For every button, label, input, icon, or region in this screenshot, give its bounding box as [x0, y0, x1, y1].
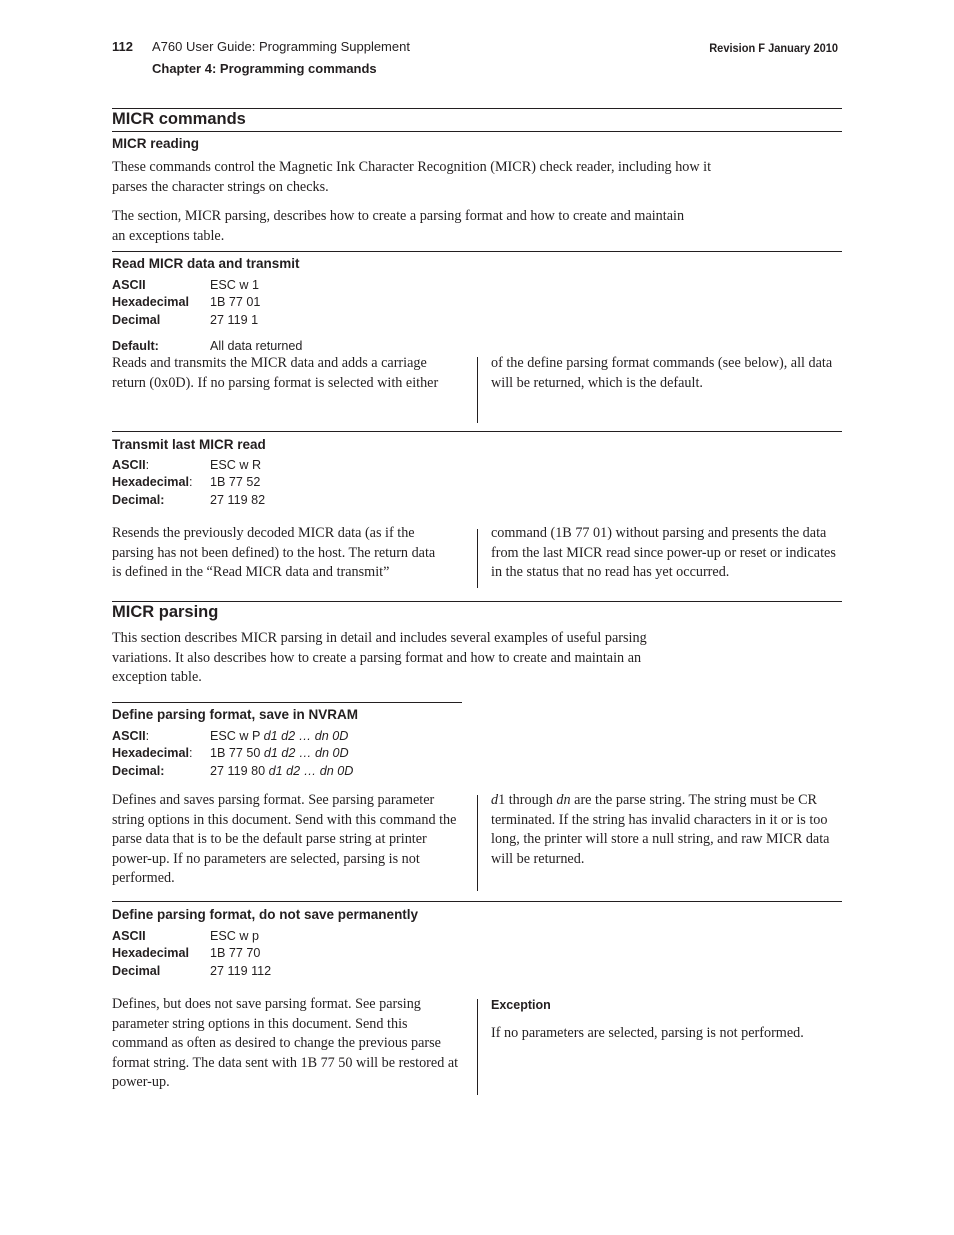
- hex-label: Hexadecimal: [112, 746, 190, 761]
- section-title-micr-commands: MICR commands: [112, 110, 246, 128]
- label-colon: :: [189, 746, 193, 761]
- ascii-label: ASCII: [112, 729, 146, 743]
- section-divider: [112, 702, 462, 703]
- hex-label: Hexadecimal: [112, 946, 190, 961]
- hex-label: Hexadecimal: [112, 295, 190, 310]
- section-divider: [112, 131, 842, 132]
- command-codes-transmit-last: [112, 457, 265, 509]
- exception-text: If no parameters are selected, parsing is not performed.: [491, 1025, 804, 1041]
- read-micr-description-right: of the define parsing format commands (see below), all data will be returned, which is the default.: [491, 355, 833, 391]
- hex-value: 1B 77 52: [210, 475, 261, 490]
- ascii-value: ESC w P: [210, 729, 264, 743]
- document-title: A760 User Guide: Programming Supplement: [152, 39, 410, 54]
- ascii-label: ASCII: [112, 458, 146, 472]
- command-title-transmit-last: Transmit last MICR read: [112, 437, 266, 452]
- label-colon: :: [189, 475, 193, 490]
- read-micr-description-left: Reads and transmits the MICR data and adds a carriage return (0x0D). If no parsing format is selected with either: [112, 355, 439, 391]
- micr-reading-paragraph: The section, MICR parsing, describes how to create a parsing format and how to create and maintain an exceptions table.: [112, 208, 685, 244]
- hex-value: 1B 77 01: [210, 295, 261, 310]
- decimal-value: 27 119 112: [210, 963, 272, 978]
- define-nvram-description-right: [491, 791, 841, 869]
- ascii-params: d1 d2 … dn 0D: [263, 729, 349, 743]
- decimal-value: 27 119 1: [210, 312, 259, 327]
- decimal-label: Decimal:: [112, 763, 165, 778]
- section-divider: [112, 108, 842, 109]
- param-d: d: [491, 792, 499, 808]
- default-label: Default:: [112, 339, 159, 354]
- command-title-read-micr: Read MICR data and transmit: [112, 256, 300, 271]
- define-nvram-description-left: Defines and saves parsing format. See parsing parameter string options in this document. Send with this command the parse data that is to be the default parse string at printer power-up. If no parameters are selected, parsing is not performed.: [112, 792, 457, 887]
- hex-params: d1 d2 … dn 0D: [263, 746, 349, 761]
- micr-parsing-paragraph: This section describes MICR parsing in detail and includes several examples of useful parsing variations. It also describes how to create a parsing format and how to create and maintain an exception table.: [112, 630, 647, 686]
- text-fragment: are the parse string. The string must be CR terminated. If the string has invalid characters in it or is too long, the printer will store a null string, and raw MICR data will be returned.: [491, 792, 830, 867]
- decimal-label: Decimal: [112, 312, 161, 327]
- define-temp-description-left: Defines, but does not save parsing format. See parsing parameter string options in this document. Send this command as often as desired to change the previous parse format string. The data sent with 1B 77 50 will be restored at power-up.: [112, 996, 459, 1091]
- exception-title: Exception: [491, 998, 551, 1012]
- column-divider: [477, 357, 478, 423]
- chapter-title: Chapter 4: Programming commands: [152, 61, 377, 76]
- ascii-value: ESC w p: [210, 929, 259, 943]
- ascii-value: ESC w 1: [210, 278, 259, 292]
- decimal-value: 27 119 80: [210, 763, 269, 778]
- hex-value: 1B 77 70: [210, 946, 261, 961]
- ascii-label: ASCII: [112, 278, 146, 292]
- command-codes-define-temp: [112, 928, 271, 980]
- section-divider: [112, 601, 842, 602]
- hex-value: 1B 77 50: [210, 746, 264, 761]
- decimal-label: Decimal: [112, 963, 161, 978]
- transmit-last-description-right: command (1B 77 01) without parsing and presents the data from the last MICR read since power-up or reset or indicates in the status that no read has yet occurred.: [491, 525, 836, 581]
- default-value: All data returned: [210, 339, 303, 354]
- section-title-micr-parsing: MICR parsing: [112, 603, 219, 621]
- section-divider: [112, 431, 842, 432]
- label-colon: :: [145, 458, 150, 472]
- column-divider: [477, 999, 478, 1095]
- transmit-last-description-left: Resends the previously decoded MICR data (as if the parsing has not been defined) to the host. The return data is defined in the “Read MICR data and transmit”: [112, 525, 436, 581]
- page-number: 112: [112, 39, 133, 54]
- micr-reading-paragraph: These commands control the Magnetic Ink Character Recognition (MICR) check reader, including how it parses the character strings on checks.: [112, 159, 712, 195]
- ascii-label: ASCII: [112, 929, 146, 943]
- ascii-value: ESC w R: [210, 458, 262, 472]
- command-codes-define-nvram: [112, 728, 353, 780]
- decimal-value: 27 119 82: [210, 492, 266, 507]
- column-divider: [477, 529, 478, 588]
- column-divider: [477, 795, 478, 891]
- section-divider: [112, 251, 842, 252]
- decimal-params: d1 d2 … dn 0D: [268, 763, 354, 778]
- decimal-label: Decimal:: [112, 492, 165, 507]
- param-dn: dn: [556, 792, 571, 808]
- command-title-define-temp: Define parsing format, do not save permanently: [112, 907, 419, 922]
- label-colon: :: [145, 729, 150, 743]
- revision-label: Revision F January 2010: [709, 41, 838, 55]
- subsection-title-micr-reading: MICR reading: [112, 136, 200, 151]
- command-title-define-nvram: Define parsing format, save in NVRAM: [112, 707, 359, 722]
- text-fragment: 1 through: [498, 792, 557, 808]
- command-codes-read-micr: [112, 277, 302, 356]
- section-divider: [112, 901, 842, 902]
- hex-label: Hexadecimal: [112, 475, 190, 490]
